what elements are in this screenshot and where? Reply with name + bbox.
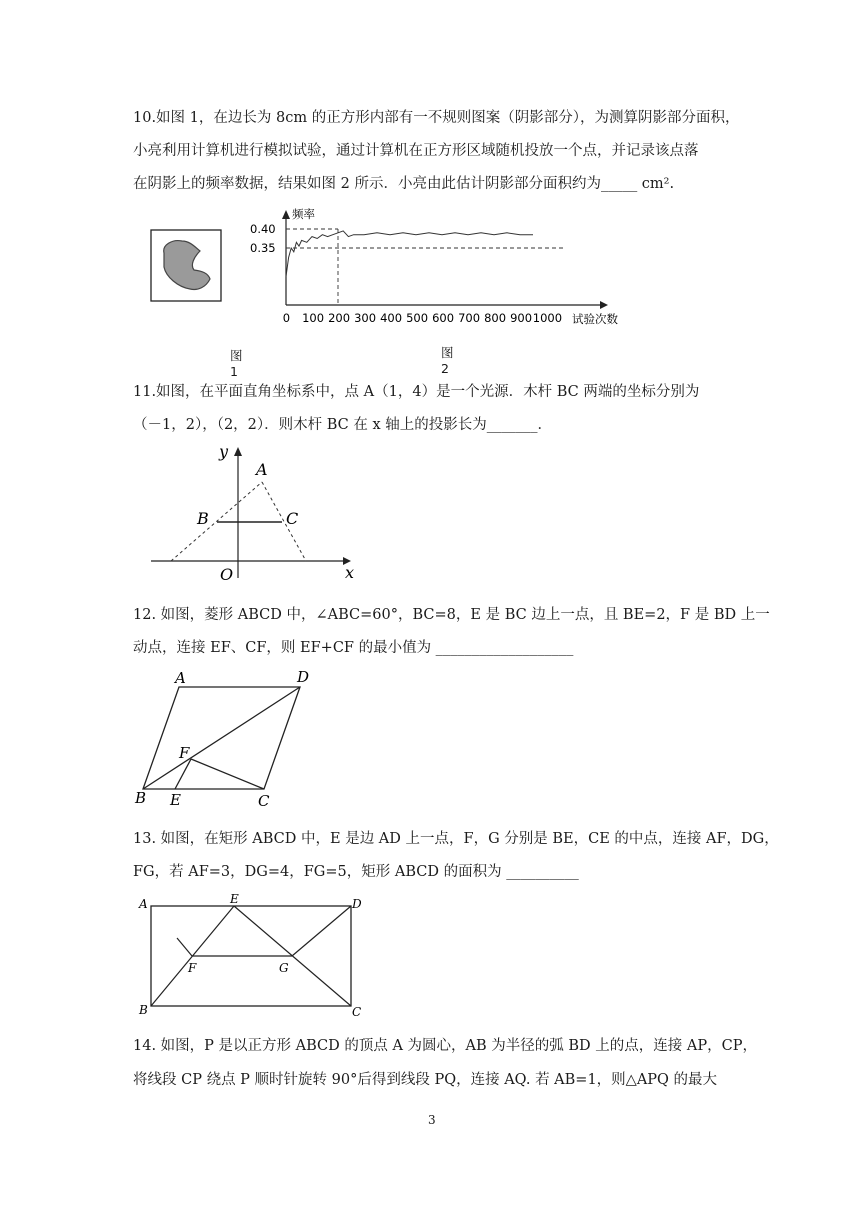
x-tick-600: 600 bbox=[432, 311, 455, 325]
frequency-series-line bbox=[286, 231, 533, 277]
point-b-label: B bbox=[197, 509, 209, 528]
x-axis-label: x bbox=[345, 563, 355, 582]
y-axis-label: y bbox=[219, 442, 229, 461]
x-tick-100: 100 bbox=[302, 311, 325, 325]
x-tick-labels bbox=[283, 311, 562, 325]
q11-coordinate-figure bbox=[145, 440, 365, 585]
q12-line-2: 动点，连接 EF、CF，则 EF+CF 的最小值为 ___________________ bbox=[133, 640, 574, 656]
point-b-label: B bbox=[135, 789, 147, 807]
point-c-label: C bbox=[352, 1005, 362, 1019]
point-c-label: C bbox=[258, 792, 270, 810]
q14-line-2: 将线段 CP 绕点 P 顺时针旋转 90°后得到线段 PQ，连接 AQ. 若 AB=1，则△APQ 的最大 bbox=[133, 1072, 718, 1088]
x-axis-label: 试验次数 bbox=[572, 312, 618, 326]
q13-line-2: FG，若 AF=3，DG=4，FG=5，矩形 ABCD 的面积为 __________ bbox=[133, 864, 579, 880]
segment-af-partial bbox=[177, 938, 192, 956]
q10-figure-1-caption: 图1 bbox=[230, 348, 243, 379]
q10-figure-1 bbox=[150, 229, 222, 303]
q10-line-3: 在阴影上的频率数据，结果如图 2 所示．小亮由此估计阴影部分面积约为_____ cm². bbox=[133, 176, 675, 192]
x-tick-300: 300 bbox=[354, 311, 377, 325]
y-axis-arrow bbox=[234, 447, 242, 456]
page-number: 3 bbox=[428, 1113, 436, 1127]
x-tick-500: 500 bbox=[406, 311, 429, 325]
x-tick-0: 0 bbox=[282, 311, 291, 325]
q14-line-1: 14. 如图，P 是以正方形 ABCD 的顶点 A 为圆心，AB 为半径的弧 BD 上的点，连接 AP，CP， bbox=[133, 1038, 757, 1054]
point-b-label: B bbox=[139, 1003, 148, 1017]
shaded-shape bbox=[164, 241, 210, 290]
point-a-label: A bbox=[139, 897, 148, 911]
q11-line-1: 11.如图，在平面直角坐标系中，点 A（1，4）是一个光源．木杆 BC 两端的坐标分别为 bbox=[133, 384, 700, 400]
q11-line-2: （－1，2），（2，2）．则木杆 BC 在 x 轴上的投影长为_______． bbox=[133, 417, 553, 433]
y-tick-0.40: 0.40 bbox=[250, 222, 276, 236]
q10-figure-2-caption: 图2 bbox=[441, 345, 454, 376]
q13-line-1: 13. 如图，在矩形 ABCD 中，E 是边 AD 上一点，F，G 分别是 BE，CE 的中点，连接 AF，DG， bbox=[133, 831, 779, 847]
point-f-label: F bbox=[188, 961, 197, 975]
point-c-label: C bbox=[286, 509, 299, 528]
point-a-label: A bbox=[175, 669, 186, 687]
q12-line-1: 12. 如图，菱形 ABCD 中，∠ABC=60°，BC=8，E 是 BC 边上一点，且 BE=2，F 是 BD 上一 bbox=[133, 607, 770, 623]
q10-line-1: 10.如图 1，在边长为 8cm 的正方形内部有一不规则图案（阴影部分），为测算阴影部分面积， bbox=[133, 110, 740, 126]
x-axis-arrow bbox=[600, 301, 608, 309]
origin-label: O bbox=[220, 565, 234, 584]
point-f-label: F bbox=[179, 744, 190, 762]
point-e-label: E bbox=[230, 892, 239, 906]
x-tick-1000: 1000 bbox=[532, 311, 563, 325]
point-e-label: E bbox=[170, 791, 181, 809]
q13-rectangle-figure bbox=[135, 890, 370, 1020]
y-axis-label: 频率 bbox=[292, 207, 315, 221]
x-tick-800: 800 bbox=[484, 311, 507, 325]
x-tick-400: 400 bbox=[380, 311, 403, 325]
point-g-label: G bbox=[279, 961, 289, 975]
q12-rhombus-figure bbox=[130, 665, 325, 813]
q10-line-2: 小亮利用计算机进行模拟试验，通过计算机在正方形区域随机投放一个点，并记录该点落 bbox=[133, 143, 699, 159]
y-tick-0.35: 0.35 bbox=[250, 241, 276, 255]
point-d-label: D bbox=[297, 668, 310, 686]
x-tick-200: 200 bbox=[328, 311, 351, 325]
x-tick-900: 900 bbox=[510, 311, 533, 325]
x-tick-700: 700 bbox=[458, 311, 481, 325]
segment-cf bbox=[191, 759, 264, 789]
y-axis-arrow bbox=[282, 210, 290, 219]
diagonal-bd bbox=[143, 687, 300, 789]
point-a-label: A bbox=[256, 460, 268, 479]
segment-dg bbox=[292, 906, 351, 956]
q10-frequency-chart bbox=[250, 205, 640, 330]
point-d-label: D bbox=[352, 897, 362, 911]
